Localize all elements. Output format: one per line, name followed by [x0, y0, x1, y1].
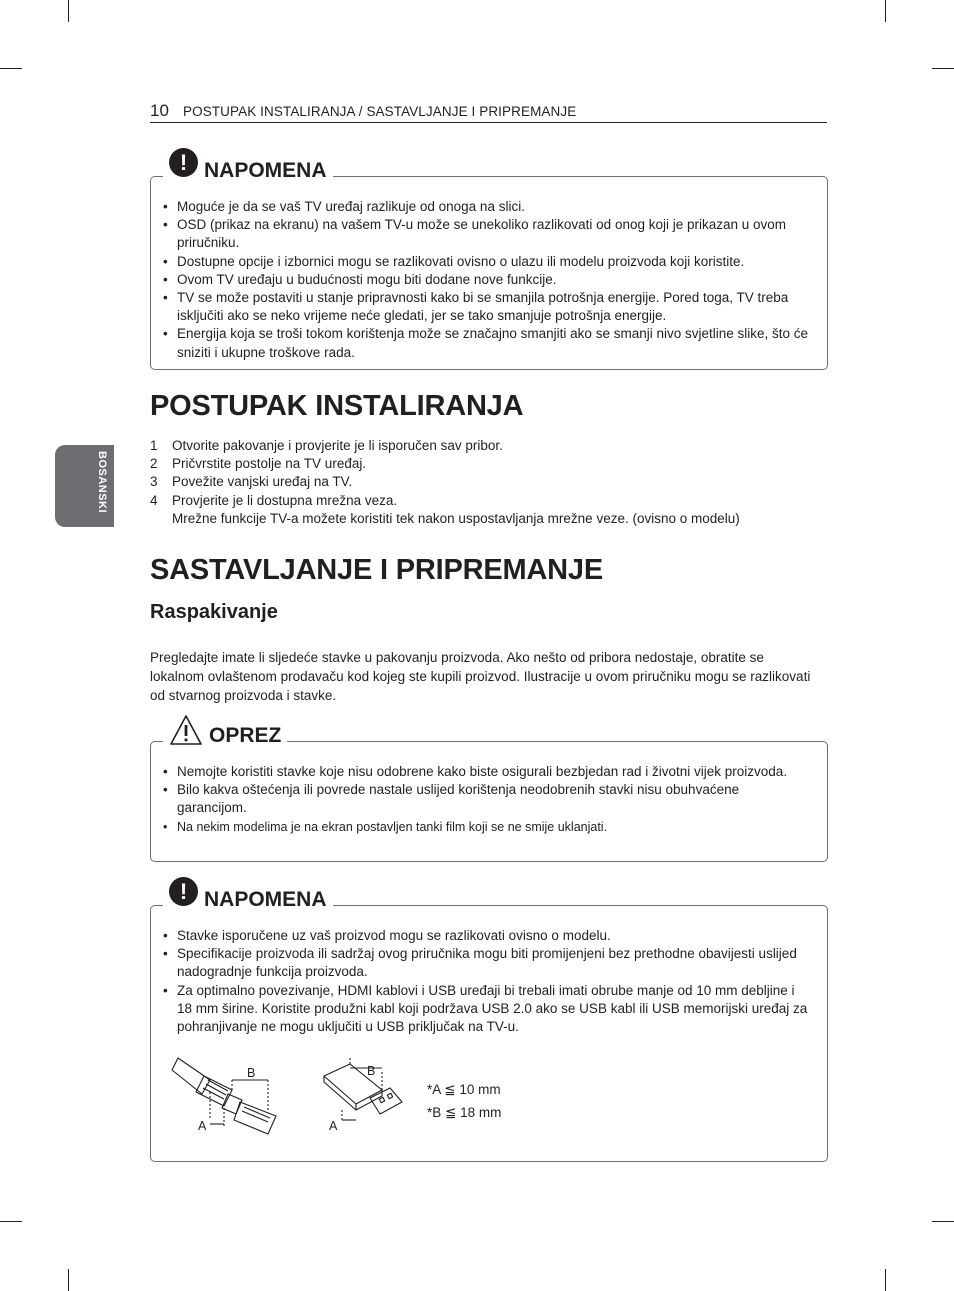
- crop-mark: [0, 68, 22, 69]
- step-item: 2 Pričvrstite postolje na TV uređaj.: [150, 456, 367, 472]
- dimension-label-a: A: [329, 1119, 338, 1133]
- unpacking-paragraph: Pregledajte imate li sljedeće stavke u pakovanju proizvoda. Ako nešto od pribora nedostaje, obratite se lokalnom ovlaštenom prodavaču kod kojeg ste kupili proizvod. Ilustracije u ovom priručniku mogu se razlikovati od stvarnog proizvoda i stavke.: [150, 650, 811, 703]
- list-item: • Stavke isporučene uz vaš proizvod mogu se razlikovati ovisno o modelu.: [163, 927, 809, 945]
- crop-mark: [932, 1221, 954, 1222]
- page-number: 10: [150, 101, 169, 120]
- caution-heading: [163, 714, 287, 754]
- step-item-extra: Mrežne funkcije TV-a možete koristiti tek nakon uspostavljanja mrežne veze. (ovisno o modelu): [172, 510, 740, 526]
- list-item: • Dostupne opcije i izbornici mogu se razlikovati ovisno o ulazu ili modelu proizvoda koji koristite.: [163, 253, 809, 271]
- installation-steps: [150, 437, 740, 528]
- note-label: NAPOMENA: [204, 159, 327, 182]
- crop-mark: [68, 1269, 69, 1291]
- dimension-limits: [427, 1078, 501, 1124]
- usb-stick-illustration: [320, 1058, 410, 1138]
- crop-mark: [68, 0, 69, 22]
- note-list: [163, 198, 809, 362]
- list-item: • Specifikacije proizvoda ili sadržaj ovog priručnika mogu biti promijenjeni bez prethodne obavijesti uslijed nadogradnje funkcija proizvoda.: [163, 945, 809, 981]
- step-item: 4 Provjerite je li dostupna mrežna veza.: [150, 492, 398, 508]
- hdmi-connector-illustration: [170, 1050, 290, 1140]
- dimension-label-b: B: [367, 1064, 376, 1078]
- dimension-limit-a: *A ≦ 10 mm: [427, 1082, 501, 1097]
- language-tab: [55, 445, 114, 527]
- list-item: • OSD (prikaz na ekranu) na vašem TV-u može se unekoliko razlikovati od onog koji je prikazan u ovom priručniku.: [163, 216, 809, 252]
- note-list: [163, 927, 809, 1036]
- exclamation-circle-icon: !: [169, 148, 198, 177]
- section-title-installation: POSTUPAK INSTALIRANJA: [150, 390, 524, 422]
- list-item: • Za optimalno povezivanje, HDMI kablovi i USB uređaji bi trebali imati obrube manje od 10 mm debljine i 18 mm širine. Koristite produžni kabl koji podržava USB 2.0 ako se USB kabl ili USB memorijski uređaj za pohranjivanje ne mogu uključiti u USB priključak na TV-u.: [163, 982, 809, 1037]
- caution-label: OPREZ: [209, 724, 282, 747]
- running-title: POSTUPAK INSTALIRANJA / SASTAVLJANJE I PRIPREMANJE: [183, 104, 577, 119]
- list-item: • Ovom TV uređaju u budućnosti mogu biti dodane nove funkcije.: [163, 271, 809, 289]
- dimension-limit-b: *B ≦ 18 mm: [427, 1105, 502, 1120]
- crop-mark: [885, 0, 886, 22]
- dimension-label-b: B: [247, 1066, 256, 1080]
- note-label: NAPOMENA: [204, 888, 327, 911]
- list-item: • Energija koja se troši tokom korištenja može se značajno smanjiti ako se smanji nivo svjetline slike, što će sniziti i ukupne troškove rada.: [163, 325, 809, 361]
- note-heading: [163, 149, 333, 189]
- note-box: [150, 149, 828, 370]
- caution-box: [150, 724, 828, 862]
- step-item: 3 Povežite vanjski uređaj na TV.: [150, 474, 353, 490]
- warning-triangle-icon: [169, 714, 203, 746]
- dimension-label-a: A: [198, 1119, 207, 1133]
- crop-mark: [885, 1269, 886, 1291]
- list-item: • Nemojte koristiti stavke koje nisu odobrene kako biste osigurali bezbjedan rad i životni vijek proizvoda.: [163, 763, 809, 781]
- list-item: • TV se može postaviti u stanje pripravnosti kako bi se smanjila potrošnja energije. Pored toga, TV treba isključiti ako se neko vrijeme neće gledati, jer se tako smanjuje potrošnja energije.: [163, 289, 809, 325]
- list-item: • Na nekim modelima je na ekran postavljen tanki film koji se ne smije uklanjati.: [163, 818, 809, 836]
- step-item: 1 Otvorite pakovanje i provjerite je li isporučen sav pribor.: [150, 438, 503, 453]
- list-item: • Moguće je da se vaš TV uređaj razlikuje od onoga na slici.: [163, 198, 809, 216]
- exclamation-circle-icon: !: [169, 877, 198, 906]
- page-header: [150, 101, 827, 123]
- caution-list: [163, 763, 809, 836]
- list-item: • Bilo kakva oštećenja ili povrede nastale uslijed korištenja neodobrenih stavki nisu obuhvaćene garancijom.: [163, 781, 809, 817]
- language-tab-label: BOSANSKI: [96, 451, 108, 514]
- note-heading: [163, 878, 333, 918]
- section-title-assembly: SASTAVLJANJE I PRIPREMANJE: [150, 554, 603, 586]
- crop-mark: [0, 1221, 22, 1222]
- subsection-title-unpacking: Raspakivanje: [150, 601, 278, 623]
- crop-mark: [932, 68, 954, 69]
